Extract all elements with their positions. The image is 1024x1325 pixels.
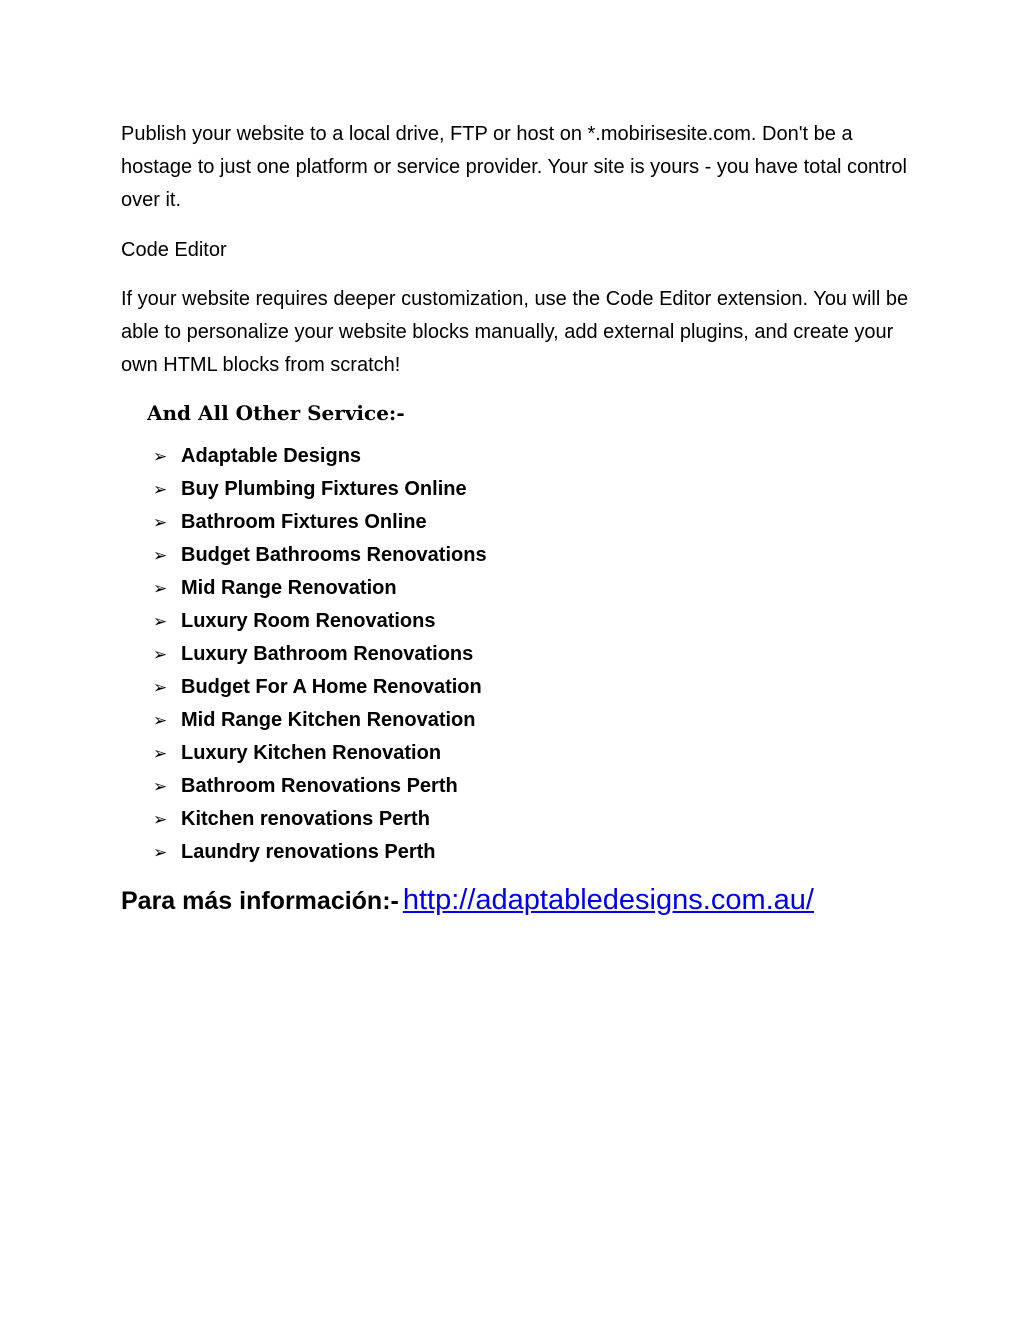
list-item [153, 737, 487, 770]
list-item [153, 440, 487, 473]
arrow-bullet-icon: ➢ [153, 678, 168, 698]
service-label: Mid Range Renovation [181, 577, 397, 599]
service-label: Luxury Bathroom Renovations [181, 643, 474, 665]
list-item [153, 473, 487, 506]
arrow-bullet-icon: ➢ [153, 480, 168, 500]
code-editor-title: Code Editor [121, 239, 227, 261]
service-label: Laundry renovations Perth [181, 841, 436, 863]
arrow-bullet-icon: ➢ [153, 579, 168, 599]
arrow-bullet-icon: ➢ [153, 744, 168, 764]
arrow-bullet-icon: ➢ [153, 711, 168, 731]
arrow-bullet-icon: ➢ [153, 843, 168, 863]
service-label: Bathroom Renovations Perth [181, 775, 458, 797]
service-label: Kitchen renovations Perth [181, 808, 430, 830]
arrow-bullet-icon: ➢ [153, 546, 168, 566]
list-item [153, 506, 487, 539]
list-item [153, 671, 487, 704]
service-label: Buy Plumbing Fixtures Online [181, 478, 467, 500]
list-item [153, 572, 487, 605]
arrow-bullet-icon: ➢ [153, 612, 168, 632]
list-item [153, 836, 487, 869]
list-item [153, 770, 487, 803]
service-label: Mid Range Kitchen Renovation [181, 709, 476, 731]
list-item [153, 803, 487, 836]
arrow-bullet-icon: ➢ [153, 513, 168, 533]
service-label: Adaptable Designs [181, 445, 362, 467]
service-label: Luxury Kitchen Renovation [181, 742, 442, 764]
service-label: Bathroom Fixtures Online [181, 511, 427, 533]
service-label: Budget Bathrooms Renovations [181, 544, 487, 566]
list-item [153, 704, 487, 737]
arrow-bullet-icon: ➢ [153, 810, 168, 830]
list-item [153, 539, 487, 572]
arrow-bullet-icon: ➢ [153, 777, 168, 797]
more-info-label: Para más información:- [121, 887, 399, 915]
list-item [153, 638, 487, 671]
arrow-bullet-icon: ➢ [153, 447, 168, 467]
code-editor-paragraph: If your website requires deeper customization, use the Code Editor extension. You will be able to personalize your website blocks manually, add external plugins, and create your own HTML blocks from scratch! [121, 288, 909, 376]
more-info-line [121, 884, 814, 917]
services-heading: And All Other Service:- [147, 401, 405, 425]
publish-paragraph: Publish your website to a local drive, FTP or host on *.mobirisesite.com. Don't be a hostage to just one platform or service provider. Your site is yours - you have total control over it. [121, 123, 907, 211]
list-item [153, 605, 487, 638]
services-list [153, 440, 487, 869]
service-label: Luxury Room Renovations [181, 610, 436, 632]
service-label: Budget For A Home Renovation [181, 676, 482, 698]
arrow-bullet-icon: ➢ [153, 645, 168, 665]
website-link[interactable]: http://adaptabledesigns.com.au/ [402, 884, 814, 916]
